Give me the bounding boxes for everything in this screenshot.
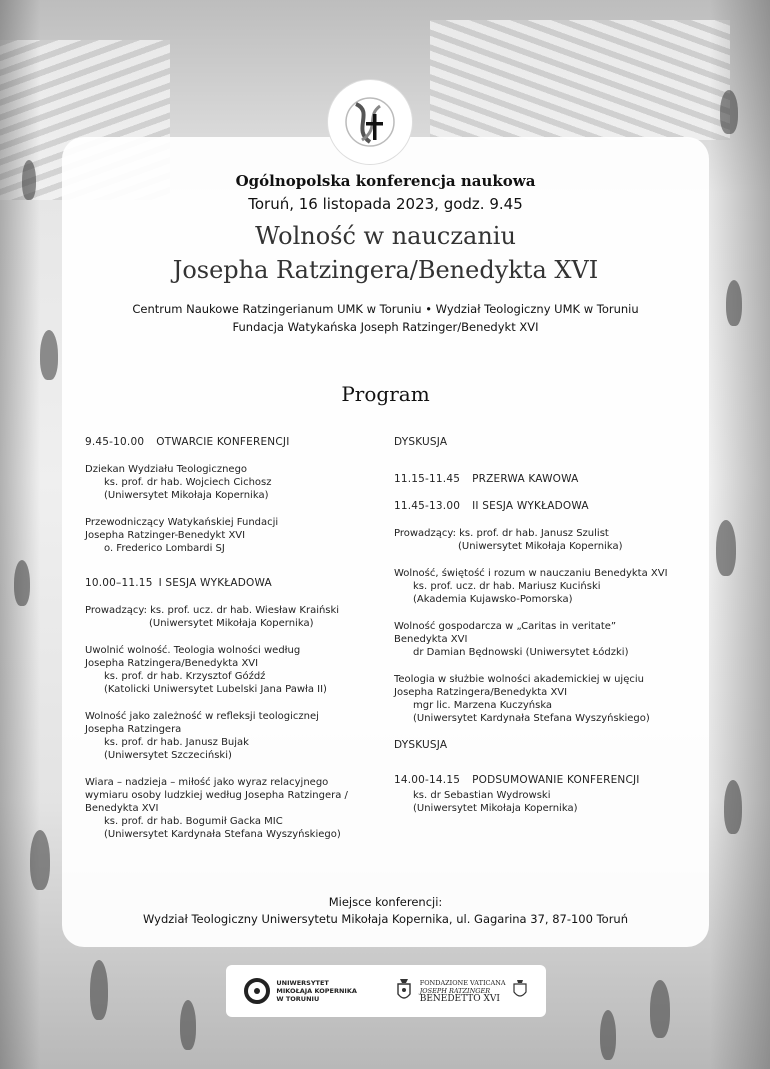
talk-title: Teologia w służbie wolności akademickiej w ujęciu	[394, 674, 644, 685]
partner-logos	[226, 965, 546, 1017]
crowd-figure	[90, 960, 108, 1020]
speaker-name: mgr lic. Marzena Kuczyńska	[413, 700, 553, 711]
speaker-name: o. Frederico Lombardi SJ	[104, 543, 225, 554]
talk-title: Wolność jako zależność w refleksji teologicznej	[85, 711, 319, 722]
crowd-figure	[650, 980, 670, 1038]
speaker-role: Josepha Ratzinger-Benedykt XVI	[85, 530, 246, 541]
talk-block	[394, 673, 694, 725]
speaker-name: ks. prof. ucz. dr hab. Mariusz Kuciński	[413, 581, 601, 592]
program-right-column	[394, 436, 694, 815]
session-label: OTWARCIE KONFERENCJI	[156, 436, 290, 448]
speaker-affiliation: (Uniwersytet Mikołaja Kopernika)	[104, 490, 269, 501]
session-time: 14.00-14.15	[394, 774, 461, 786]
talk-title: Josepha Ratzingera	[85, 724, 182, 735]
talk-block	[85, 710, 375, 762]
crowd-figure	[724, 780, 742, 834]
session-chair	[394, 527, 694, 553]
talk-title: Wiara – nadzieja – miłość jako wyraz relacyjnego	[85, 777, 329, 788]
session-label: I SESJA WYKŁADOWA	[158, 577, 272, 589]
chair-name: ks. prof. ucz. dr hab. Wiesław Kraiński	[150, 605, 340, 616]
talk-block	[85, 776, 375, 841]
speaker-affiliation: (Katolicki Uniwersytet Lubelski Jana Pawła II)	[104, 684, 327, 695]
conference-type: Ogólnopolska konferencja naukowa	[235, 172, 536, 190]
speaker-affiliation: (Uniwersytet Szczeciński)	[104, 750, 232, 761]
speaker-role: Dziekan Wydziału Teologicznego	[85, 464, 248, 475]
session-label: PODSUMOWANIE KONFERENCJI	[472, 774, 640, 786]
session-time: 11.45-13.00	[394, 500, 461, 512]
title-line-1: Wolność w nauczaniu	[255, 222, 516, 250]
chair-label: Prowadzący:	[85, 605, 147, 616]
discussion-2: DYSKUSJA	[394, 739, 448, 751]
talk-title: Wolność gospodarcza w „Caritas in veritate”	[394, 621, 617, 632]
coffee-break	[394, 473, 694, 486]
talk-block	[85, 644, 375, 696]
speaker-affiliation: (Uniwersytet Kardynała Stefana Wyszyńskiego)	[413, 713, 650, 724]
speaker-name: ks. dr Sebastian Wydrowski	[413, 790, 551, 801]
crowd-figure	[30, 830, 50, 890]
crowd-figure	[726, 280, 742, 326]
crowd-figure	[720, 90, 738, 134]
session-2-header	[394, 500, 694, 513]
speaker-block	[85, 516, 375, 555]
talk-title: Uwolnić wolność. Teologia wolności według	[85, 645, 301, 656]
speaker-name: ks. prof. dr hab. Bogumił Gacka MIC	[104, 816, 283, 827]
conference-date: Toruń, 16 listopada 2023, godz. 9.45	[248, 195, 523, 213]
crowd-figure	[22, 160, 36, 200]
crowd-figure	[180, 1000, 196, 1050]
organizers-line-2: Fundacja Watykańska Joseph Ratzinger/Benedykt XVI	[232, 320, 539, 334]
conference-logo	[328, 80, 412, 164]
venue-label: Miejsce konferencji:	[328, 895, 443, 909]
chair-name: ks. prof. dr hab. Janusz Szulist	[459, 528, 609, 539]
talk-title: Josepha Ratzingera/Benedykta XVI	[85, 658, 259, 669]
talk-title: Wolność, świętość i rozum w nauczaniu Benedykta XVI	[394, 568, 668, 579]
session-1-header	[85, 577, 375, 590]
talk-title: Benedykta XVI	[85, 803, 159, 814]
speaker-name: dr Damian Będnowski (Uniwersytet Łódzki)	[413, 647, 629, 658]
speaker-affiliation: (Uniwersytet Kardynała Stefana Wyszyńskiego)	[104, 829, 341, 840]
talk-title: wymiaru osoby ludzkiej według Josepha Ratzingera /	[85, 790, 348, 801]
speaker-role: Przewodniczący Watykańskiej Fundacji	[85, 517, 279, 528]
speaker-name: ks. prof. dr hab. Krzysztof Góźdź	[104, 671, 266, 682]
session-time: 10.00–11.15	[85, 577, 153, 589]
session-time: 9.45-10.00	[85, 436, 145, 448]
speaker-name: ks. prof. dr hab. Janusz Bujak	[104, 737, 249, 748]
fondazione-wordmark: FONDAZIONE VATICANA JOSEPH RATZINGER BENEDETTO XVI	[419, 979, 506, 1004]
stairs-right	[430, 20, 730, 140]
session-chair	[85, 604, 375, 630]
chair-affiliation: (Uniwersytet Mikołaja Kopernika)	[458, 541, 623, 552]
talk-block	[394, 620, 694, 659]
crowd-figure	[716, 520, 736, 576]
session-label: II SESJA WYKŁADOWA	[472, 500, 589, 512]
speaker-name: ks. prof. dr hab. Wojciech Cichosz	[104, 477, 272, 488]
program-left-column	[85, 436, 375, 855]
speaker-affiliation: (Uniwersytet Mikołaja Kopernika)	[413, 803, 578, 814]
opening-session	[85, 436, 375, 449]
papal-coat-of-arms-icon	[394, 978, 414, 1004]
title-line-2: Josepha Ratzingera/Benedykta XVI	[172, 256, 599, 284]
chair-label: Prowadzący:	[394, 528, 456, 539]
organizers-line-1: Centrum Naukowe Ratzingerianum UMK w Toruniu • Wydział Teologiczny UMK w Toruniu	[132, 302, 639, 316]
closing-session	[394, 774, 694, 787]
umk-logo	[244, 978, 356, 1004]
crowd-figure	[14, 560, 30, 606]
session-label: PRZERWA KAWOWA	[472, 473, 579, 485]
speaker-block	[85, 463, 375, 502]
crowd-figure	[600, 1010, 616, 1060]
talk-title: Benedykta XVI	[394, 634, 468, 645]
background-shade-left	[0, 0, 40, 1069]
umk-emblem-icon	[244, 978, 270, 1004]
talk-title: Josepha Ratzingera/Benedykta XVI	[394, 687, 568, 698]
talk-block	[394, 567, 694, 606]
chair-affiliation: (Uniwersytet Mikołaja Kopernika)	[149, 618, 314, 629]
venue-address: Wydział Teologiczny Uniwersytetu Mikołaja Kopernika, ul. Gagarina 37, 87-100 Toruń	[142, 912, 629, 926]
program-heading: Program	[341, 382, 430, 406]
speaker-affiliation: (Akademia Kujawsko-Pomorska)	[413, 594, 573, 605]
crowd-figure	[40, 330, 58, 380]
session-time: 11.15-11.45	[394, 473, 461, 485]
umk-wordmark: UNIWERSYTET MIKOŁAJA KOPERNIKA W TORUNIU	[276, 979, 357, 1003]
discussion-1: DYSKUSJA	[394, 436, 448, 448]
fondazione-vaticana-logo	[394, 978, 528, 1004]
ratzingerianum-emblem-icon	[340, 92, 400, 152]
crest-icon	[512, 980, 528, 1002]
